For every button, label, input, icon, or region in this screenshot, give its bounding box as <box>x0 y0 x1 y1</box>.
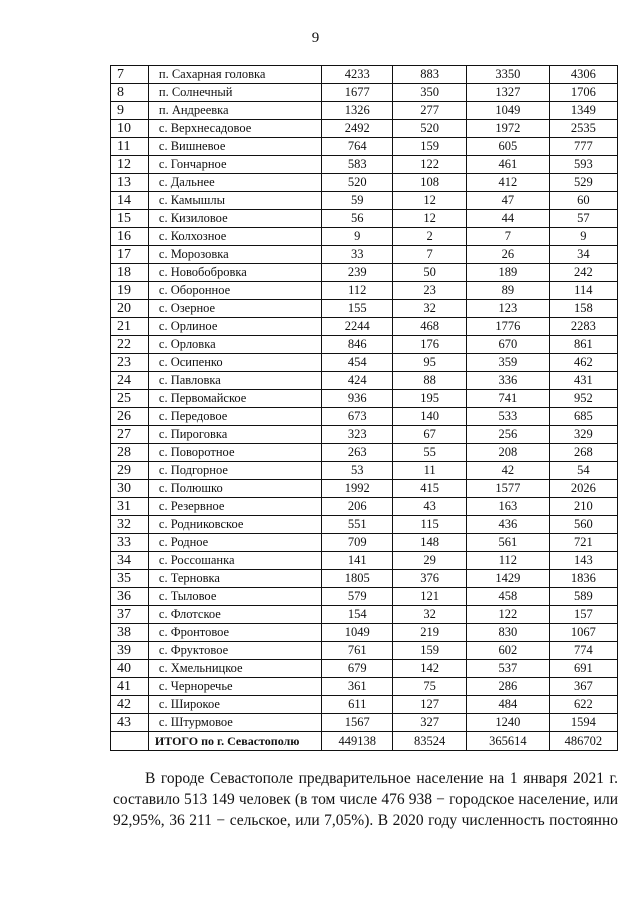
value-col-4: 2026 <box>549 480 617 498</box>
value-col-2: 415 <box>393 480 467 498</box>
value-col-1: 4233 <box>322 66 393 84</box>
value-col-4: 774 <box>549 642 617 660</box>
settlement-name: с. Пироговка <box>148 426 321 444</box>
table-row <box>111 66 618 84</box>
total-label: ИТОГО по г. Севастополю <box>148 732 321 751</box>
value-col-3: 436 <box>467 516 550 534</box>
value-col-2: 327 <box>393 714 467 732</box>
settlement-name: с. Гончарное <box>148 156 321 174</box>
value-col-2: 140 <box>393 408 467 426</box>
value-col-2: 127 <box>393 696 467 714</box>
table-row <box>111 444 618 462</box>
table-row <box>111 696 618 714</box>
value-col-1: 112 <box>322 282 393 300</box>
value-col-1: 846 <box>322 336 393 354</box>
value-col-3: 1429 <box>467 570 550 588</box>
value-col-3: 26 <box>467 246 550 264</box>
paragraph-line: В городе Севастополе предварительное население на 1 января 2021 г. <box>145 770 618 787</box>
settlement-name: с. Родниковское <box>148 516 321 534</box>
table-row <box>111 498 618 516</box>
row-number: 16 <box>111 228 149 246</box>
value-col-1: 155 <box>322 300 393 318</box>
value-col-2: 55 <box>393 444 467 462</box>
settlement-name: с. Подгорное <box>148 462 321 480</box>
value-col-4: 143 <box>549 552 617 570</box>
value-col-4: 9 <box>549 228 617 246</box>
table-row <box>111 210 618 228</box>
row-number: 19 <box>111 282 149 300</box>
value-col-3: 484 <box>467 696 550 714</box>
row-number: 23 <box>111 354 149 372</box>
row-number: 9 <box>111 102 149 120</box>
value-col-3: 286 <box>467 678 550 696</box>
value-col-1: 520 <box>322 174 393 192</box>
value-col-1: 709 <box>322 534 393 552</box>
value-col-4: 593 <box>549 156 617 174</box>
value-col-1: 1049 <box>322 624 393 642</box>
row-number: 8 <box>111 84 149 102</box>
table-row <box>111 102 618 120</box>
value-col-3: 1049 <box>467 102 550 120</box>
value-col-1: 9 <box>322 228 393 246</box>
table-row <box>111 426 618 444</box>
value-col-3: 830 <box>467 624 550 642</box>
table-row <box>111 678 618 696</box>
row-number: 37 <box>111 606 149 624</box>
value-col-1: 761 <box>322 642 393 660</box>
value-col-4: 2535 <box>549 120 617 138</box>
table-row <box>111 282 618 300</box>
row-number: 42 <box>111 696 149 714</box>
settlement-name: п. Солнечный <box>148 84 321 102</box>
row-number: 30 <box>111 480 149 498</box>
table-row <box>111 390 618 408</box>
value-col-3: 602 <box>467 642 550 660</box>
value-col-2: 108 <box>393 174 467 192</box>
table-row <box>111 138 618 156</box>
value-col-4: 691 <box>549 660 617 678</box>
value-col-1: 583 <box>322 156 393 174</box>
table-row <box>111 660 618 678</box>
value-col-3: 7 <box>467 228 550 246</box>
row-number: 25 <box>111 390 149 408</box>
row-number: 31 <box>111 498 149 516</box>
value-col-3: 605 <box>467 138 550 156</box>
value-col-1: 323 <box>322 426 393 444</box>
value-col-2: 122 <box>393 156 467 174</box>
value-col-4: 60 <box>549 192 617 210</box>
value-col-3: 670 <box>467 336 550 354</box>
row-number: 26 <box>111 408 149 426</box>
value-col-1: 673 <box>322 408 393 426</box>
value-col-3: 336 <box>467 372 550 390</box>
settlement-name: с. Вишневое <box>148 138 321 156</box>
table-row <box>111 228 618 246</box>
value-col-1: 1805 <box>322 570 393 588</box>
value-col-1: 424 <box>322 372 393 390</box>
value-col-2: 115 <box>393 516 467 534</box>
value-col-2: 148 <box>393 534 467 552</box>
value-col-1: 2244 <box>322 318 393 336</box>
settlement-name: с. Кизиловое <box>148 210 321 228</box>
row-number: 34 <box>111 552 149 570</box>
table-row <box>111 552 618 570</box>
table-row <box>111 462 618 480</box>
value-col-1: 936 <box>322 390 393 408</box>
value-col-4: 54 <box>549 462 617 480</box>
table-row <box>111 336 618 354</box>
value-col-2: 277 <box>393 102 467 120</box>
value-col-3: 1577 <box>467 480 550 498</box>
table-row <box>111 516 618 534</box>
value-col-2: 468 <box>393 318 467 336</box>
row-number: 7 <box>111 66 149 84</box>
row-number: 38 <box>111 624 149 642</box>
value-col-4: 861 <box>549 336 617 354</box>
table-row <box>111 588 618 606</box>
table-row <box>111 570 618 588</box>
settlement-name: с. Тыловое <box>148 588 321 606</box>
settlement-name: с. Новобобровка <box>148 264 321 282</box>
value-col-4: 2283 <box>549 318 617 336</box>
value-col-2: 23 <box>393 282 467 300</box>
settlement-name: с. Камышлы <box>148 192 321 210</box>
value-col-4: 777 <box>549 138 617 156</box>
settlement-name: с. Резервное <box>148 498 321 516</box>
value-col-1: 764 <box>322 138 393 156</box>
value-col-1: 53 <box>322 462 393 480</box>
settlement-name: с. Колхозное <box>148 228 321 246</box>
value-col-3: 458 <box>467 588 550 606</box>
value-col-4: 622 <box>549 696 617 714</box>
settlement-name: с. Орлиное <box>148 318 321 336</box>
settlement-name: с. Фронтовое <box>148 624 321 642</box>
value-col-1: 1567 <box>322 714 393 732</box>
value-col-4: 1067 <box>549 624 617 642</box>
settlement-name: с. Флотское <box>148 606 321 624</box>
value-col-2: 12 <box>393 192 467 210</box>
settlement-name: с. Полюшко <box>148 480 321 498</box>
value-col-4: 367 <box>549 678 617 696</box>
value-col-3: 1327 <box>467 84 550 102</box>
value-col-2: 376 <box>393 570 467 588</box>
table-row <box>111 192 618 210</box>
value-col-2: 176 <box>393 336 467 354</box>
body-paragraph <box>113 768 618 831</box>
settlement-name: с. Оборонное <box>148 282 321 300</box>
value-col-4: 210 <box>549 498 617 516</box>
value-col-2: 50 <box>393 264 467 282</box>
value-col-4: 4306 <box>549 66 617 84</box>
table-row <box>111 372 618 390</box>
settlement-name: с. Черноречье <box>148 678 321 696</box>
settlement-name: с. Осипенко <box>148 354 321 372</box>
value-col-1: 263 <box>322 444 393 462</box>
value-col-2: 219 <box>393 624 467 642</box>
value-col-3: 533 <box>467 408 550 426</box>
total-col-2: 83524 <box>393 732 467 751</box>
table-row <box>111 606 618 624</box>
row-number: 32 <box>111 516 149 534</box>
value-col-2: 2 <box>393 228 467 246</box>
row-number: 29 <box>111 462 149 480</box>
table-row <box>111 156 618 174</box>
row-number: 36 <box>111 588 149 606</box>
value-col-3: 412 <box>467 174 550 192</box>
value-col-1: 551 <box>322 516 393 534</box>
value-col-2: 520 <box>393 120 467 138</box>
value-col-3: 1240 <box>467 714 550 732</box>
value-col-4: 158 <box>549 300 617 318</box>
value-col-4: 57 <box>549 210 617 228</box>
value-col-3: 256 <box>467 426 550 444</box>
value-col-2: 883 <box>393 66 467 84</box>
value-col-3: 208 <box>467 444 550 462</box>
value-col-4: 268 <box>549 444 617 462</box>
value-col-3: 1776 <box>467 318 550 336</box>
value-col-1: 611 <box>322 696 393 714</box>
value-col-2: 121 <box>393 588 467 606</box>
settlement-name: с. Верхнесадовое <box>148 120 321 138</box>
value-col-2: 32 <box>393 606 467 624</box>
settlement-name: с. Дальнее <box>148 174 321 192</box>
value-col-1: 361 <box>322 678 393 696</box>
table-row <box>111 246 618 264</box>
value-col-2: 12 <box>393 210 467 228</box>
value-col-4: 157 <box>549 606 617 624</box>
value-col-1: 454 <box>322 354 393 372</box>
total-row <box>111 732 618 751</box>
value-col-2: 11 <box>393 462 467 480</box>
settlement-name: с. Россошанка <box>148 552 321 570</box>
settlement-name: с. Передовое <box>148 408 321 426</box>
table-row <box>111 300 618 318</box>
value-col-1: 154 <box>322 606 393 624</box>
value-col-2: 75 <box>393 678 467 696</box>
settlement-name: с. Родное <box>148 534 321 552</box>
settlement-name: с. Широкое <box>148 696 321 714</box>
value-col-1: 679 <box>322 660 393 678</box>
value-col-3: 42 <box>467 462 550 480</box>
value-col-4: 560 <box>549 516 617 534</box>
value-col-4: 242 <box>549 264 617 282</box>
value-col-1: 239 <box>322 264 393 282</box>
value-col-4: 114 <box>549 282 617 300</box>
settlement-name: с. Поворотное <box>148 444 321 462</box>
row-number: 10 <box>111 120 149 138</box>
table-row <box>111 480 618 498</box>
row-number: 11 <box>111 138 149 156</box>
value-col-1: 579 <box>322 588 393 606</box>
value-col-3: 44 <box>467 210 550 228</box>
value-col-3: 89 <box>467 282 550 300</box>
value-col-2: 142 <box>393 660 467 678</box>
row-number: 35 <box>111 570 149 588</box>
value-col-3: 189 <box>467 264 550 282</box>
value-col-2: 29 <box>393 552 467 570</box>
value-col-4: 1594 <box>549 714 617 732</box>
table-row <box>111 318 618 336</box>
table-row <box>111 714 618 732</box>
value-col-2: 95 <box>393 354 467 372</box>
value-col-4: 1836 <box>549 570 617 588</box>
row-number: 12 <box>111 156 149 174</box>
value-col-3: 741 <box>467 390 550 408</box>
value-col-4: 529 <box>549 174 617 192</box>
row-number: 40 <box>111 660 149 678</box>
row-number: 41 <box>111 678 149 696</box>
value-col-4: 685 <box>549 408 617 426</box>
row-number: 20 <box>111 300 149 318</box>
table-body <box>111 66 618 751</box>
total-row-number <box>111 732 149 751</box>
value-col-4: 431 <box>549 372 617 390</box>
table-row <box>111 534 618 552</box>
value-col-3: 163 <box>467 498 550 516</box>
row-number: 43 <box>111 714 149 732</box>
value-col-1: 2492 <box>322 120 393 138</box>
row-number: 14 <box>111 192 149 210</box>
value-col-3: 47 <box>467 192 550 210</box>
value-col-1: 56 <box>322 210 393 228</box>
settlement-name: с. Орловка <box>148 336 321 354</box>
row-number: 33 <box>111 534 149 552</box>
value-col-2: 43 <box>393 498 467 516</box>
settlement-name: с. Озерное <box>148 300 321 318</box>
paragraph-line: 92,95%, 36 211 − сельское, или 7,05%). В 2020 году численность постоянно <box>113 812 618 829</box>
row-number: 24 <box>111 372 149 390</box>
value-col-2: 159 <box>393 642 467 660</box>
value-col-1: 1992 <box>322 480 393 498</box>
value-col-4: 34 <box>549 246 617 264</box>
settlement-name: с. Первомайское <box>148 390 321 408</box>
settlement-name: с. Терновка <box>148 570 321 588</box>
value-col-3: 123 <box>467 300 550 318</box>
table-row <box>111 120 618 138</box>
value-col-1: 1677 <box>322 84 393 102</box>
table-row <box>111 408 618 426</box>
table-row <box>111 84 618 102</box>
value-col-2: 32 <box>393 300 467 318</box>
settlement-name: с. Фруктовое <box>148 642 321 660</box>
value-col-3: 461 <box>467 156 550 174</box>
row-number: 13 <box>111 174 149 192</box>
value-col-1: 33 <box>322 246 393 264</box>
value-col-1: 1326 <box>322 102 393 120</box>
value-col-3: 561 <box>467 534 550 552</box>
row-number: 28 <box>111 444 149 462</box>
value-col-2: 67 <box>393 426 467 444</box>
value-col-3: 537 <box>467 660 550 678</box>
settlement-name: с. Штурмовое <box>148 714 321 732</box>
row-number: 27 <box>111 426 149 444</box>
value-col-4: 721 <box>549 534 617 552</box>
value-col-3: 359 <box>467 354 550 372</box>
settlement-name: п. Андреевка <box>148 102 321 120</box>
table-row <box>111 624 618 642</box>
table-row <box>111 354 618 372</box>
value-col-4: 1706 <box>549 84 617 102</box>
value-col-2: 88 <box>393 372 467 390</box>
value-col-1: 141 <box>322 552 393 570</box>
settlement-name: п. Сахарная головка <box>148 66 321 84</box>
settlement-name: с. Хмельницкое <box>148 660 321 678</box>
row-number: 21 <box>111 318 149 336</box>
total-col-1: 449138 <box>322 732 393 751</box>
value-col-4: 952 <box>549 390 617 408</box>
value-col-4: 329 <box>549 426 617 444</box>
value-col-3: 112 <box>467 552 550 570</box>
table-row <box>111 642 618 660</box>
value-col-4: 589 <box>549 588 617 606</box>
page-number: 9 <box>311 30 320 46</box>
value-col-1: 59 <box>322 192 393 210</box>
value-col-4: 1349 <box>549 102 617 120</box>
value-col-3: 1972 <box>467 120 550 138</box>
table-row <box>111 174 618 192</box>
paragraph-line: составило 513 149 человек (в том числе 476 938 − городское население, или <box>113 791 618 808</box>
value-col-2: 159 <box>393 138 467 156</box>
row-number: 39 <box>111 642 149 660</box>
row-number: 18 <box>111 264 149 282</box>
settlements-table <box>110 65 618 751</box>
value-col-3: 122 <box>467 606 550 624</box>
value-col-2: 7 <box>393 246 467 264</box>
value-col-3: 3350 <box>467 66 550 84</box>
settlement-name: с. Павловка <box>148 372 321 390</box>
value-col-1: 206 <box>322 498 393 516</box>
value-col-2: 195 <box>393 390 467 408</box>
row-number: 15 <box>111 210 149 228</box>
row-number: 17 <box>111 246 149 264</box>
settlement-name: с. Морозовка <box>148 246 321 264</box>
row-number: 22 <box>111 336 149 354</box>
value-col-2: 350 <box>393 84 467 102</box>
table-row <box>111 264 618 282</box>
value-col-4: 462 <box>549 354 617 372</box>
total-col-4: 486702 <box>549 732 617 751</box>
total-col-3: 365614 <box>467 732 550 751</box>
